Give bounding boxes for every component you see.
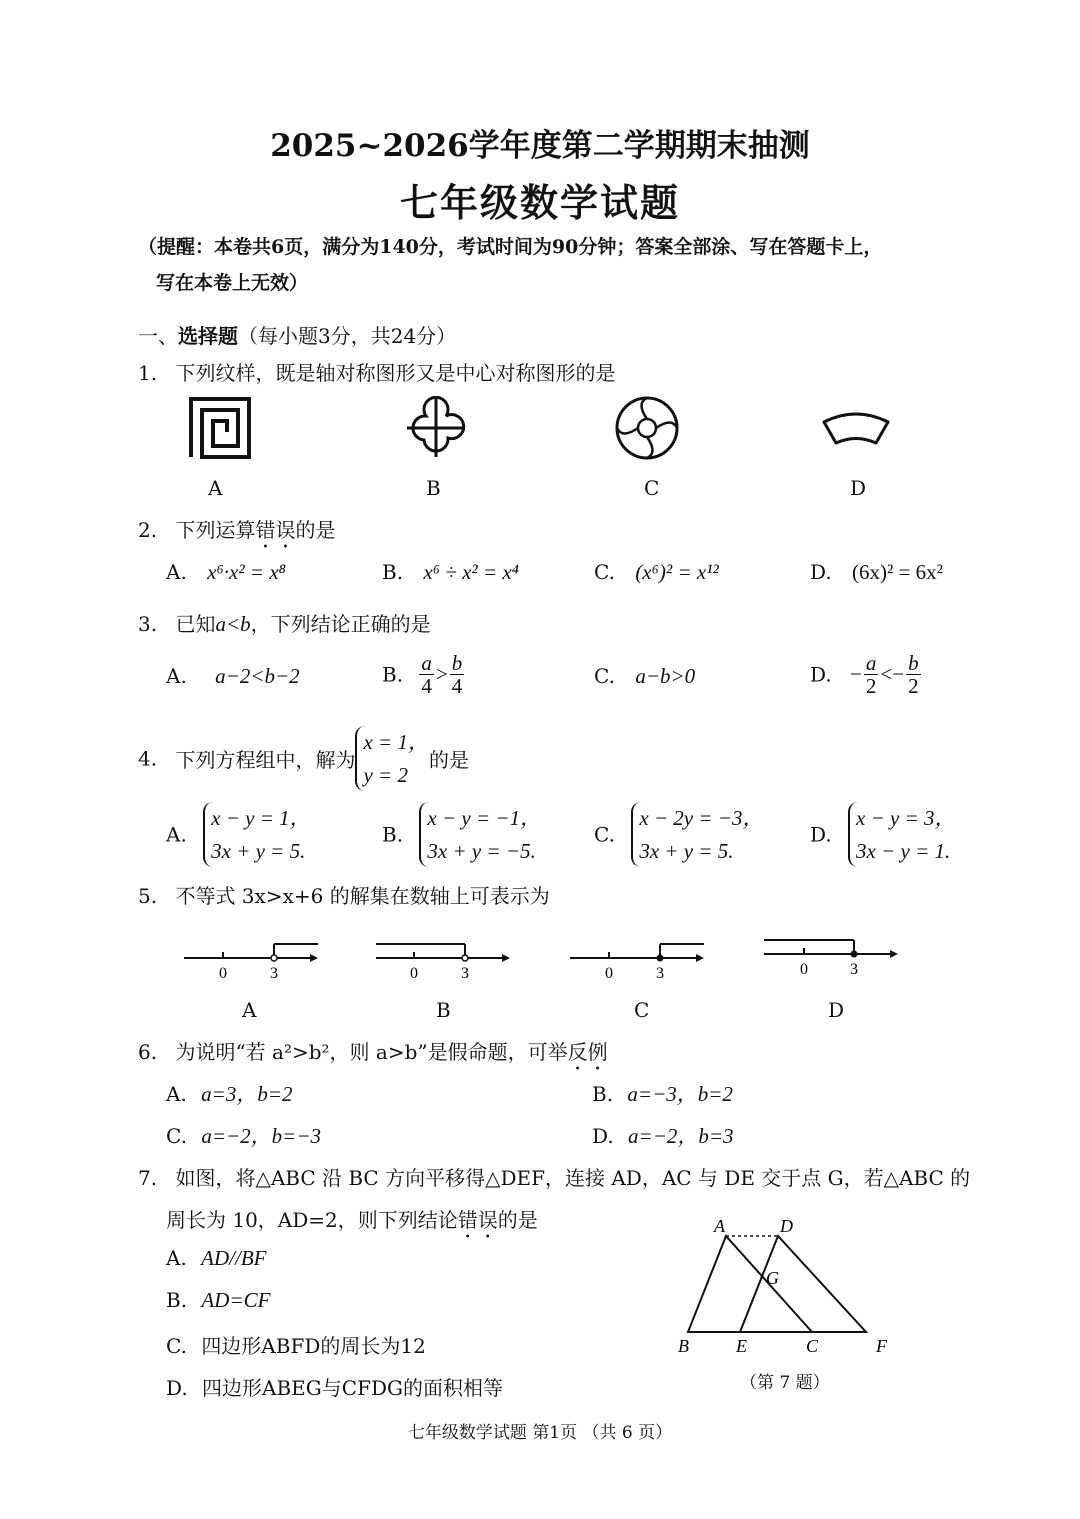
option-expr: (x⁶)² = x¹² <box>635 560 719 584</box>
option-expr: 四边形ABEG与CFDG的面积相等 <box>202 1376 503 1400</box>
section-heading <box>138 320 456 349</box>
question-7-line-2: 周长为 10，AD=2，则下列结论错误的是 <box>166 1208 538 1232</box>
question-text: 下列运算错误的是 <box>175 518 336 542</box>
option-letter: B. <box>166 1288 188 1312</box>
question-text: 已知a<b，下列结论正确的是 <box>175 612 431 636</box>
solution-system: x = 1， y = 2 <box>355 726 429 791</box>
option-letter: C. <box>594 822 615 847</box>
number-line-b <box>372 936 517 984</box>
q6-option-d <box>592 1120 734 1150</box>
option-expr: a−2<b−2 <box>215 664 300 688</box>
point-label-f: F <box>876 1336 887 1356</box>
fraction: $\frac{a}{4}$ <box>421 651 432 699</box>
q3-option-c <box>594 664 695 689</box>
q6-option-b <box>592 1078 733 1108</box>
q3-option-d: D. − $\frac{a}{2}$ <− $\frac{b}{2}$ <box>810 651 919 699</box>
section-name: 选择题 <box>178 324 238 348</box>
tick-label: 0 <box>605 965 613 982</box>
option-letter: D. <box>810 662 832 687</box>
equation-system: x − y = −1， 3x + y = −5. <box>419 802 541 867</box>
notice-line-1: （提醒：本卷共6页，满分为140分，考试时间为90分钟；答案全部涂、写在答题卡上， <box>138 236 883 258</box>
q4-option-c <box>594 802 763 867</box>
emphasis-text: 错误 <box>255 518 296 542</box>
q7-option-a <box>166 1246 267 1271</box>
notice-line-2: 写在本卷上无效） <box>156 272 309 294</box>
option-letter: C. <box>166 1124 187 1148</box>
option-letter: D. <box>810 560 832 584</box>
square-spiral-icon <box>188 396 252 460</box>
q1-label-b: B <box>426 476 441 500</box>
fraction: $\frac{b}{2}$ <box>908 651 919 699</box>
option-expr: x⁶ ÷ x² = x⁴ <box>423 560 519 584</box>
section-desc: （每小题3分，共24分） <box>238 324 457 348</box>
question-number: 4. <box>138 746 158 771</box>
question-1 <box>138 357 615 386</box>
question-number: 2. <box>138 518 158 542</box>
point-label-d: D <box>780 1216 793 1236</box>
q3-option-b: B. $\frac{a}{4}$ > $\frac{b}{4}$ <box>382 651 463 699</box>
point-label-e: E <box>736 1336 747 1356</box>
exam-subtitle: 七年级数学试题 <box>399 180 680 225</box>
question-2 <box>138 514 335 553</box>
q5-label-d: D <box>828 998 845 1022</box>
option-letter: A. <box>166 822 187 847</box>
emphasis-text: 反例 <box>567 1040 608 1064</box>
option-expr: a=−2，b=−3 <box>201 1124 321 1148</box>
exam-title: 2025~2026学年度第二学期期末抽测 <box>270 128 810 164</box>
question-number: 7. <box>138 1166 158 1190</box>
q4-option-b <box>382 802 541 867</box>
q7-option-c <box>166 1330 426 1359</box>
question-3 <box>138 608 431 637</box>
option-letter: A. <box>166 1246 187 1270</box>
option-expr: a−b>0 <box>635 664 696 688</box>
question-5 <box>138 880 550 909</box>
q1-label-a: A <box>208 476 223 500</box>
option-letter: C. <box>166 1334 187 1358</box>
fan-sector-icon <box>820 408 892 448</box>
q7-triangle-figure <box>670 1212 900 1360</box>
q6-option-c <box>166 1120 321 1150</box>
figure-caption: （第 7 题） <box>740 1373 830 1393</box>
tick-label: 0 <box>800 961 808 978</box>
option-letter: A. <box>166 1082 187 1106</box>
tick-label: 0 <box>410 965 418 982</box>
option-expr: a=−3，b=2 <box>627 1082 733 1106</box>
q5-label-a: A <box>242 998 257 1022</box>
tick-label: 3 <box>461 965 469 982</box>
option-expr: AD//BF <box>201 1246 267 1270</box>
circle-swirl-icon <box>614 395 680 461</box>
option-letter: B. <box>592 1082 614 1106</box>
q2-option-d <box>810 560 943 585</box>
tick-label: 3 <box>850 961 858 978</box>
option-letter: D. <box>166 1376 188 1400</box>
q6-option-a <box>166 1078 293 1108</box>
condition: a<b <box>215 612 251 636</box>
equation-system: x − y = 3， 3x − y = 1. <box>848 802 955 867</box>
point-label-c: C <box>806 1336 819 1356</box>
option-letter: C. <box>594 560 615 584</box>
option-letter: B. <box>382 662 404 687</box>
q1-label-c: C <box>644 476 660 500</box>
option-letter: D. <box>592 1124 614 1148</box>
number-line-d <box>760 932 905 980</box>
question-text: 如图，将△ABC 沿 BC 方向平移得△DEF，连接 AD，AC 与 DE 交于点 G，若△ABC 的 <box>175 1166 971 1190</box>
option-letter: C. <box>594 664 615 688</box>
point-label-b: B <box>678 1336 689 1356</box>
four-petal-cross-icon <box>404 396 468 460</box>
equation-system: x − 2y = −3， 3x + y = 5. <box>631 802 763 867</box>
q5-label-c: C <box>634 998 650 1022</box>
q2-option-a <box>166 560 286 585</box>
q4-option-a <box>166 802 311 867</box>
option-letter: D. <box>810 822 832 847</box>
q7-option-b <box>166 1288 270 1313</box>
point-label-a: A <box>714 1216 725 1236</box>
q1-label-d: D <box>850 476 867 500</box>
tick-label: 0 <box>219 965 227 982</box>
question-text: 下列纹样，既是轴对称图形又是中心对称图形的是 <box>175 361 616 385</box>
question-text: 为说明“若 a²>b²，则 a>b”是假命题，可举反例 <box>175 1040 608 1064</box>
tick-label: 3 <box>270 965 278 982</box>
q3-option-a <box>166 664 300 689</box>
q4-option-d <box>810 802 956 867</box>
number-line-a <box>180 936 325 984</box>
question-7 <box>138 1162 970 1191</box>
question-number: 5. <box>138 884 158 908</box>
question-number: 6. <box>138 1040 158 1064</box>
option-expr: a=3，b=2 <box>201 1082 293 1106</box>
equation-system: x − y = 1， 3x + y = 5. <box>203 802 310 867</box>
emphasis-text: 错误 <box>457 1208 498 1232</box>
fraction: $\frac{a}{2}$ <box>865 651 877 699</box>
q2-option-c <box>594 560 719 585</box>
section-prefix: 一、 <box>138 324 178 348</box>
number-line-c <box>566 936 711 984</box>
option-expr: 四边形ABFD的周长为12 <box>201 1334 426 1358</box>
question-number: 3. <box>138 612 158 636</box>
fraction: $\frac{b}{4}$ <box>451 651 463 699</box>
option-letter: B. <box>382 822 404 847</box>
question-number: 1. <box>138 361 158 385</box>
question-text: 不等式 3x>x+6 的解集在数轴上可表示为 <box>175 884 550 908</box>
page-footer: 七年级数学试题 第1页 （共 6 页） <box>407 1423 673 1443</box>
option-expr: x⁶·x² = x⁸ <box>207 560 286 584</box>
option-expr: AD=CF <box>201 1288 271 1312</box>
q7-option-d <box>166 1372 503 1401</box>
q5-label-b: B <box>436 998 451 1022</box>
tick-label: 3 <box>656 965 664 982</box>
point-label-g: G <box>766 1268 779 1288</box>
option-letter: B. <box>382 560 404 584</box>
question-4: 4. 下列方程组中，解为 x = 1， y = 2 的是 <box>138 726 469 791</box>
option-expr: (6x)² = 6x² <box>852 560 943 584</box>
option-letter: A. <box>166 560 187 584</box>
q2-option-b <box>382 560 519 585</box>
option-letter: A. <box>166 664 187 688</box>
option-expr: a=−2，b=3 <box>628 1124 734 1148</box>
question-6 <box>138 1036 608 1075</box>
